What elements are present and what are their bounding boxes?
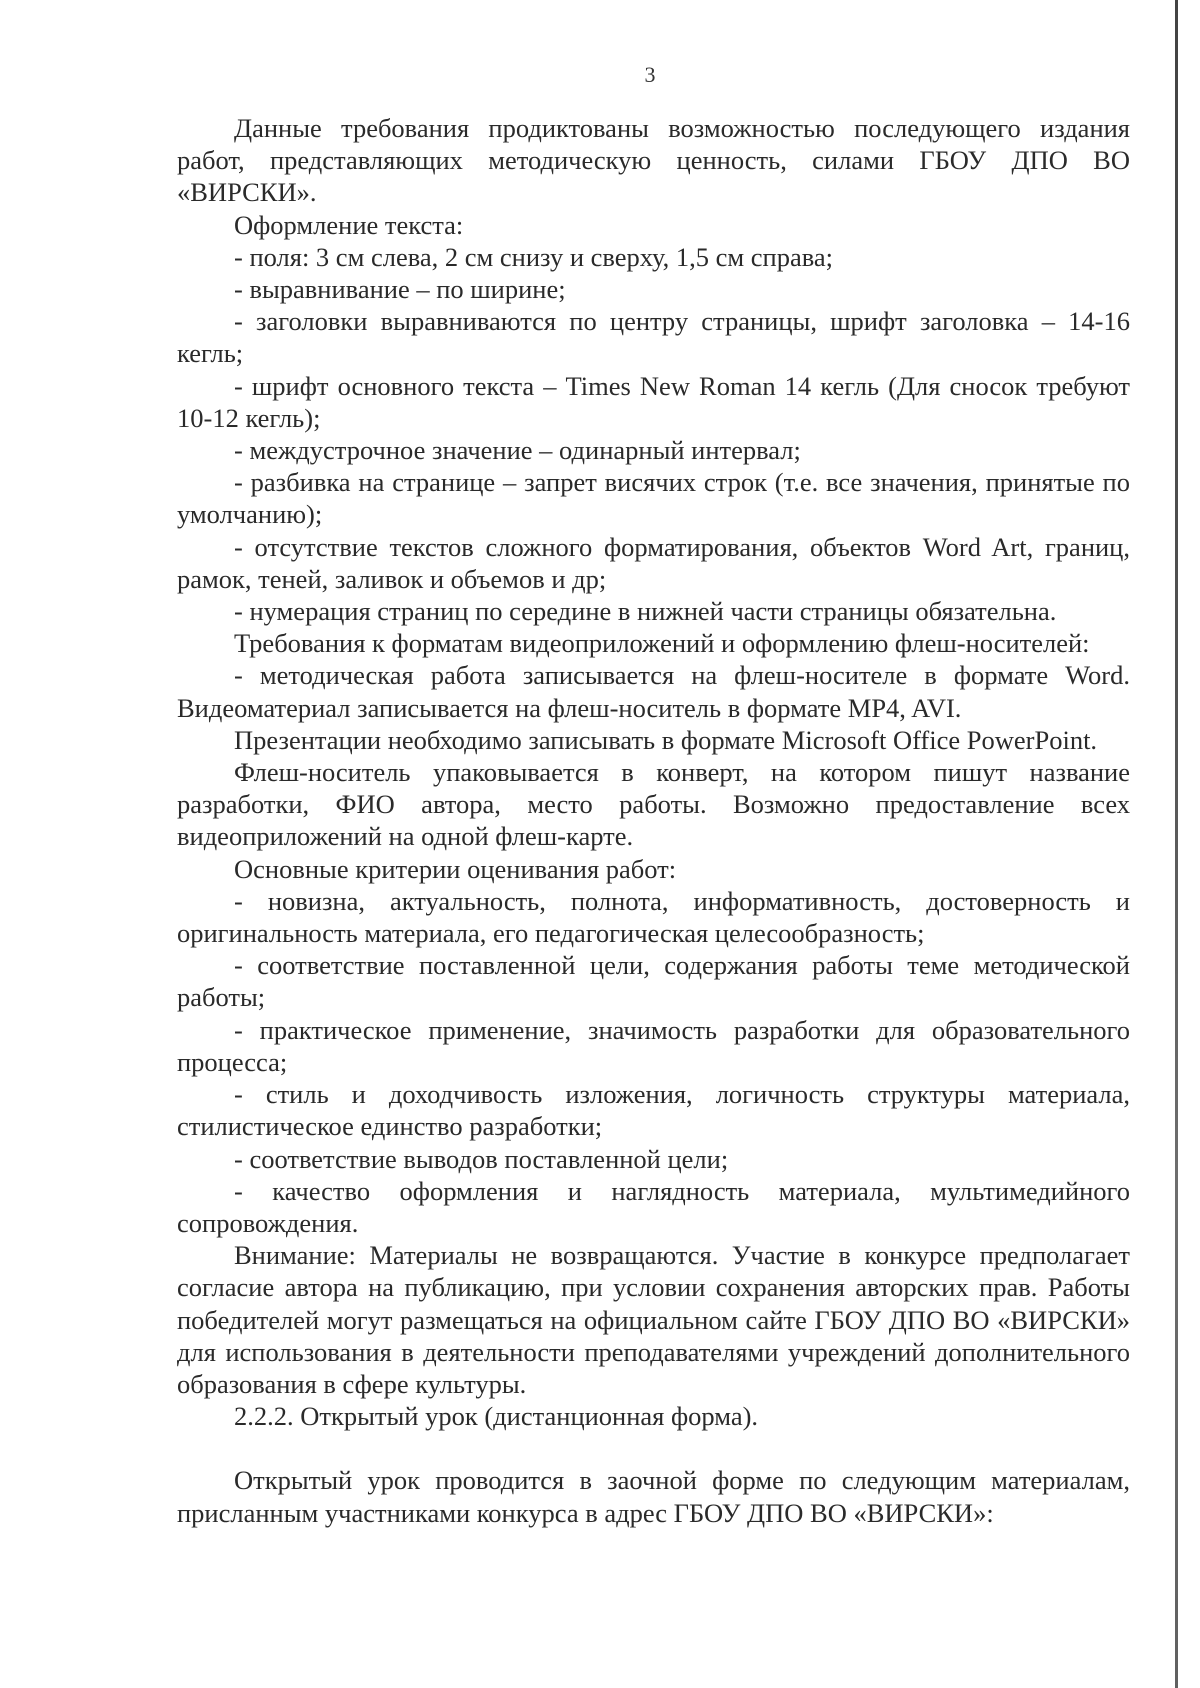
paragraph-video-requirements: Требования к форматам видеоприложений и оформлению флеш-носителей: [234, 628, 1090, 659]
paragraph-open-lesson-description: Открытый урок проводится в заочной форме по следующим материалам, присланным участниками конкурса в адрес ГБОУ ДПО ВО «ВИРСКИ»: [177, 1465, 1130, 1528]
list-item-headings: - заголовки выравниваются по центру страницы, шрифт заголовка – 14-16 кегль; [177, 306, 1130, 369]
list-item-line-spacing: - междустрочное значение – одинарный интервал; [234, 435, 801, 466]
list-item-page-numbering: - нумерация страниц по середине в нижней части страницы обязательна. [234, 596, 1057, 627]
scan-edge-line [1175, 0, 1178, 1688]
document-body [177, 112, 1130, 1529]
paragraph-flash-envelope: Флеш-носитель упаковывается в конверт, на котором пишут название разработки, ФИО автора, место работы. Возможно предоставление всех видеоприложений на одной флеш-карте. [177, 757, 1130, 852]
list-item-main-font: - шрифт основного текста – Times New Roman 14 кегль (Для сносок требуют 10-12 кегль); [177, 370, 1130, 433]
list-item-criterion-quality: - качество оформления и наглядность материала, мультимедийного сопровождения. [177, 1175, 1130, 1238]
section-heading-open-lesson: 2.2.2. Открытый урок (дистанционная форма). [234, 1401, 759, 1432]
paragraph-criteria-heading: Основные критерии оценивания работ: [234, 853, 677, 884]
list-item-alignment: - выравнивание – по ширине; [234, 274, 566, 305]
list-item-criterion-application: - практическое применение, значимость разработки для образовательного процесса; [177, 1014, 1130, 1077]
page-number: 3 [644, 62, 656, 87]
list-item-page-breaks: - разбивка на странице – запрет висячих строк (т.е. все значения, принятые по умолчанию); [177, 467, 1130, 530]
list-item-criterion-novelty: - новизна, актуальность, полнота, информативность, достоверность и оригинальность материала, его педагогическая целесообразность; [177, 885, 1130, 949]
list-item-word-format: - методическая работа записывается на флеш-носителе в формате Word. Видеоматериал записывается на флеш-носитель в формате MP4, AVI. [177, 660, 1130, 723]
list-item-criterion-style: - стиль и доходчивость изложения, логичность структуры материала, стилистическое единство разработки; [177, 1079, 1130, 1142]
list-item-criterion-goal: - соответствие поставленной цели, содержания работы теме методической работы; [177, 950, 1130, 1013]
list-item-margins: - поля: 3 см слева, 2 см снизу и сверху, 1,5 см справа; [234, 241, 834, 272]
paragraph-requirements-purpose: Данные требования продиктованы возможностью последующего издания работ, представляющих методическую ценность, силами ГБОУ ДПО ВО «ВИРСКИ». [177, 113, 1130, 208]
paragraph-text-formatting-heading: Оформление текста: [234, 209, 464, 240]
paragraph-attention-notice: Внимание: Материалы не возвращаются. Участие в конкурсе предполагает согласие автора на публикацию, при условии сохранения авторских прав. Работы победителей могут размещаться на официальном сайте ГБОУ ДПО ВО «ВИРСКИ» для использования в деятельности преподавателями учреждений дополнительного образования в сфере культуры. [177, 1240, 1130, 1399]
list-item-criterion-conclusions: - соответствие выводов поставленной цели; [234, 1143, 729, 1174]
list-item-no-complex-formatting: - отсутствие текстов сложного форматирования, объектов Word Art, границ, рамок, теней, заливок и объемов и др; [177, 531, 1130, 594]
paragraph-presentations: Презентации необходимо записывать в формате Microsoft Office PowerPoint. [234, 724, 1098, 755]
